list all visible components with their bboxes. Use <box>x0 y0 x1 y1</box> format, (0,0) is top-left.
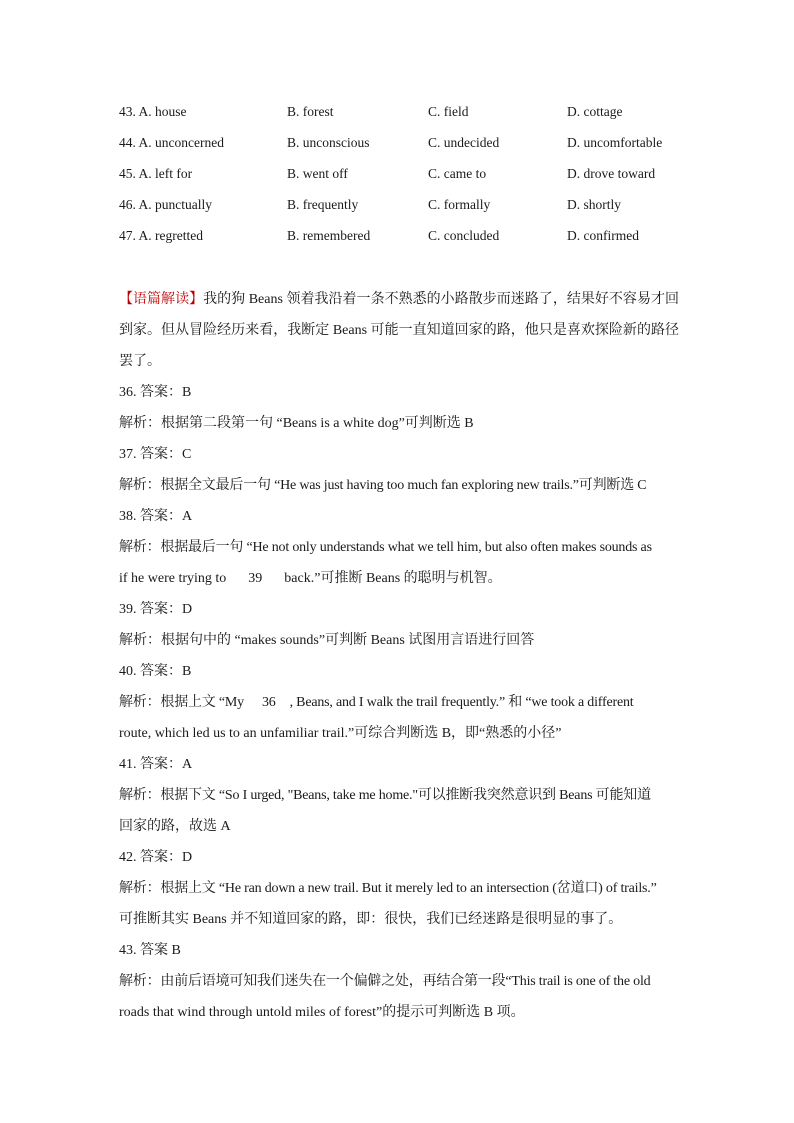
option-d: D. confirmed <box>567 228 639 243</box>
explanation-43 <box>119 966 679 1028</box>
option-b: B. remembered <box>287 228 371 243</box>
explanation-38 <box>119 532 679 594</box>
explanation-line: 解析：根据第二段第一句 “Beans is a white dog”可判断选 B <box>119 416 474 431</box>
answer-41: 41. 答案：A <box>119 757 193 772</box>
answer-37: 37. 答案：C <box>119 447 192 462</box>
option-d: D. drove toward <box>567 166 656 181</box>
option-c: C. came to <box>428 166 487 181</box>
explanation-line <box>119 563 679 594</box>
option-d: D. uncomfortable <box>567 135 663 150</box>
option-a: 46. A. punctually <box>119 197 212 212</box>
option-d: D. cottage <box>567 104 623 119</box>
answer-42: 42. 答案：D <box>119 850 193 865</box>
option-row-43 <box>119 100 699 131</box>
option-a: 44. A. unconcerned <box>119 135 224 150</box>
explanation-line: 解析：根据上文 “He ran down a new trail. But it merely led to an intersection (岔道口) of trails.” <box>119 881 657 896</box>
explanation-line: roads that wind through untold miles of forest”的提示可判断选 B 项。 <box>119 1005 525 1020</box>
option-c: C. formally <box>428 197 491 212</box>
explanation-text: , Beans, and I walk the trail frequently.” 和 “we took a different <box>289 695 634 710</box>
explanation-line: route, which led us to an unfamiliar trail.”可综合判断选 B，即“熟悉的小径” <box>119 726 562 741</box>
option-row-47 <box>119 224 699 255</box>
explanation-text: if he were trying to <box>119 571 227 586</box>
explanation-text: 解析：根据上文 “My <box>119 695 244 710</box>
option-a: 43. A. house <box>119 104 187 119</box>
explanation-line: 解析：根据下文 “So I urged, "Beans, take me home."可以推断我突然意识到 Beans 可能知道 <box>119 788 651 803</box>
answer-38: 38. 答案：A <box>119 509 193 524</box>
explanation-40 <box>119 687 679 749</box>
explanation-line: 回家的路，故选 A <box>119 819 231 834</box>
explanation-line: 解析：根据句中的 “makes sounds”可判断 Beans 试图用言语进行回答 <box>119 633 535 648</box>
explanation-36 <box>119 408 679 439</box>
blank-number: 36 <box>261 695 276 710</box>
option-a: 45. A. left for <box>119 166 193 181</box>
answer-40: 40. 答案：B <box>119 664 192 679</box>
option-row-44 <box>119 131 699 162</box>
option-row-46 <box>119 193 699 224</box>
summary-tag: 【语篇解读】 <box>119 292 204 307</box>
summary-text: 我的狗 Beans 领着我沿着一条不熟悉的小路散步而迷路了，结果好不容易才回到家。但从冒险经历来看，我断定 Beans 可能一直知道回家的路，他只是喜欢探险新的路径罢了。 <box>119 292 679 369</box>
option-b: B. frequently <box>287 197 359 212</box>
option-b: B. forest <box>287 104 334 119</box>
option-b: B. went off <box>287 166 348 181</box>
option-row-45 <box>119 162 699 193</box>
explanation-line <box>119 687 679 718</box>
explanation-37 <box>119 470 679 501</box>
explanation-line: 解析：根据全文最后一句 “He was just having too much fan exploring new trails.”可判断选 C <box>119 478 647 493</box>
option-c: C. field <box>428 104 469 119</box>
option-b: B. unconscious <box>287 135 370 150</box>
option-c: C. undecided <box>428 135 500 150</box>
option-table <box>119 100 699 255</box>
option-d: D. shortly <box>567 197 621 212</box>
passage-summary <box>119 284 679 377</box>
explanation-line: 解析：由前后语境可知我们迷失在一个偏僻之处，再结合第一段“This trail is one of the old <box>119 974 651 989</box>
explanation-line: 解析：根据最后一句 “He not only understands what we tell him, but also often makes sounds as <box>119 540 652 555</box>
answer-section <box>119 284 679 1028</box>
explanation-39 <box>119 625 679 656</box>
explanation-line: 可推断其实 Beans 并不知道回家的路，即：很快，我们已经迷路是很明显的事了。 <box>119 912 623 927</box>
option-a: 47. A. regretted <box>119 228 203 243</box>
answer-39: 39. 答案：D <box>119 602 193 617</box>
answer-36: 36. 答案：B <box>119 385 192 400</box>
option-c: C. concluded <box>428 228 500 243</box>
blank-number: 39 <box>248 571 263 586</box>
explanation-41 <box>119 780 679 842</box>
explanation-42 <box>119 873 679 935</box>
answer-43: 43. 答案 B <box>119 943 181 958</box>
explanation-text: back.”可推断 Beans 的聪明与机智。 <box>284 571 502 586</box>
